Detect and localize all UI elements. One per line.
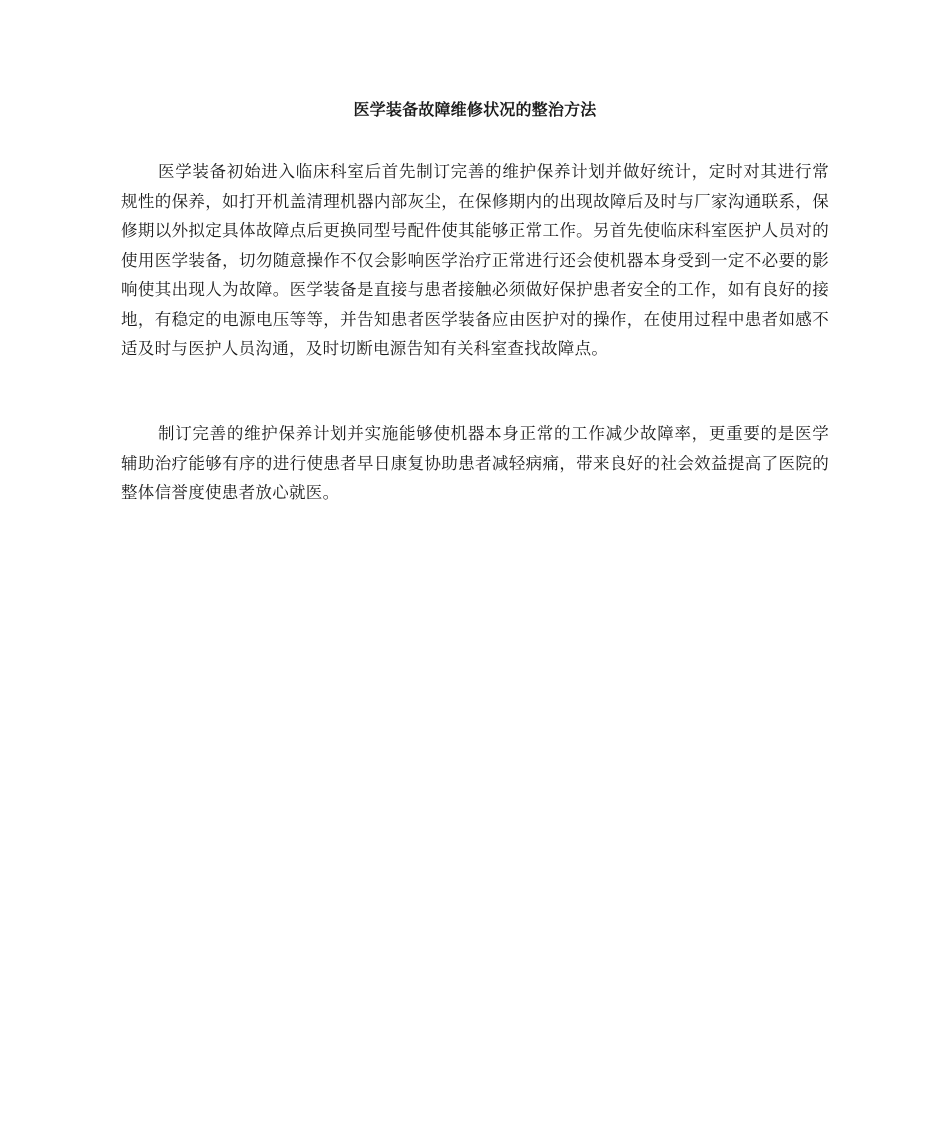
body-paragraph-1: 医学装备初始进入临床科室后首先制订完善的维护保养计划并做好统计，定时对其进行常规性的保养，如打开机盖清理机器内部灰尘，在保修期内的出现故障后及时与厂家沟通联系，保修期以外拟定具体故障点后更换同型号配件使其能够正常工作。另首先使临床科室医护人员对的使用医学装备，切勿随意操作不仅会影响医学治疗正常进行还会使机器本身受到一定不必要的影响使其出现人为故障。医学装备是直接与患者接触必须做好保护患者安全的工作，如有良好的接地，有稳定的电源电压等等，并告知患者医学装备应由医护对的操作，在使用过程中患者如感不适及时与医护人员沟通，及时切断电源告知有关科室查找故障点。 bbox=[121, 162, 829, 358]
body-paragraph-2: 制订完善的维护保养计划并实施能够使机器本身正常的工作减少故障率，更重要的是医学辅助治疗能够有序的进行使患者早日康复协助患者减轻病痛，带来良好的社会效益提高了医院的整体信誉度使患者放心就医。 bbox=[121, 424, 829, 502]
document-title: 医学装备故障维修状况的整治方法 bbox=[353, 100, 597, 119]
